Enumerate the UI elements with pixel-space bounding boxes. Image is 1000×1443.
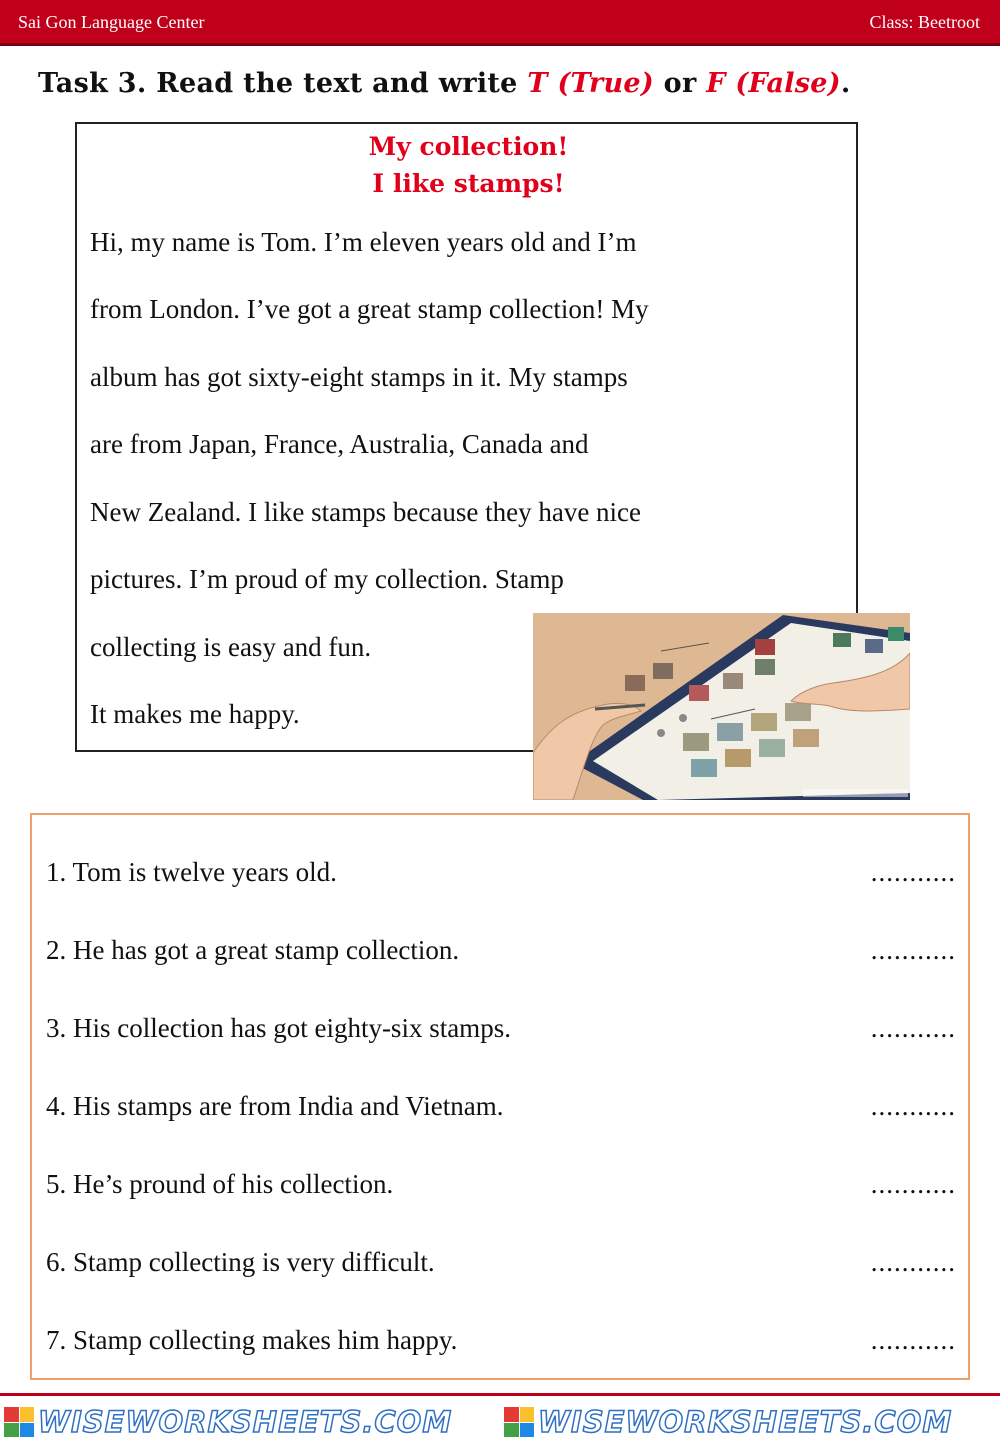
question-text: 2. He has got a great stamp collection. (46, 935, 460, 965)
question-text: 4. His stamps are from India and Vietnam. (46, 1091, 504, 1121)
task-suffix: . (840, 68, 851, 99)
story-line: are from Japan, France, Australia, Canada and (90, 429, 589, 459)
questions-box (30, 813, 970, 1380)
footer-brand-right (504, 1402, 952, 1442)
story-title-line2: I like stamps! (372, 169, 565, 198)
footer-divider (0, 1393, 1000, 1396)
school-name: Sai Gon Language Center (18, 12, 205, 32)
answer-blank[interactable]: ........... (870, 1091, 956, 1121)
question-text: 7. Stamp collecting makes him happy. (46, 1325, 458, 1355)
question-row (46, 1091, 956, 1131)
class-name: Class: Beetroot (869, 12, 980, 32)
task-mid: or (653, 68, 707, 99)
answer-blank[interactable]: ........... (870, 1169, 956, 1199)
brand-text: WISEWORKSHEETS.COM (538, 1405, 953, 1439)
story-line: Hi, my name is Tom. I’m eleven years old and I’m (90, 227, 637, 257)
question-text: 5. He’s pround of his collection. (46, 1169, 394, 1199)
answer-blank[interactable]: ........... (870, 1013, 956, 1043)
story-title-line1: My collection! (368, 132, 569, 161)
story-line: album has got sixty-eight stamps in it. My stamps (90, 362, 628, 392)
question-row (46, 1325, 956, 1365)
story-line: pictures. I’m proud of my collection. Stamp (90, 564, 564, 594)
story-line: collecting is easy and fun. (90, 632, 372, 662)
header-bar (0, 0, 1000, 46)
question-row (46, 1247, 956, 1287)
answer-blank[interactable]: ........... (870, 1247, 956, 1277)
question-row (46, 857, 956, 897)
true-label: T (True) (527, 68, 654, 99)
question-row (46, 1013, 956, 1053)
story-line: It makes me happy. (90, 699, 300, 729)
footer-brand-left (4, 1402, 452, 1442)
question-row (46, 935, 956, 975)
false-label: F (False) (706, 68, 841, 99)
answer-blank[interactable]: ........... (870, 1325, 956, 1355)
stamp-album-image (533, 613, 910, 800)
task-title (38, 68, 851, 99)
question-text: 3. His collection has got eighty-six stamps. (46, 1013, 511, 1043)
question-text: 1. Tom is twelve years old. (46, 857, 337, 887)
task-prefix: Task 3. Read the text and write (38, 68, 528, 99)
question-text: 6. Stamp collecting is very difficult. (46, 1247, 435, 1277)
brand-logo-icon (504, 1407, 534, 1437)
brand-logo-icon (4, 1407, 34, 1437)
question-row (46, 1169, 956, 1209)
brand-text: WISEWORKSHEETS.COM (38, 1405, 453, 1439)
answer-blank[interactable]: ........... (870, 935, 956, 965)
answer-blank[interactable]: ........... (870, 857, 956, 887)
story-line: New Zealand. I like stamps because they have nice (90, 497, 642, 527)
story-line: from London. I’ve got a great stamp collection! My (90, 294, 649, 324)
